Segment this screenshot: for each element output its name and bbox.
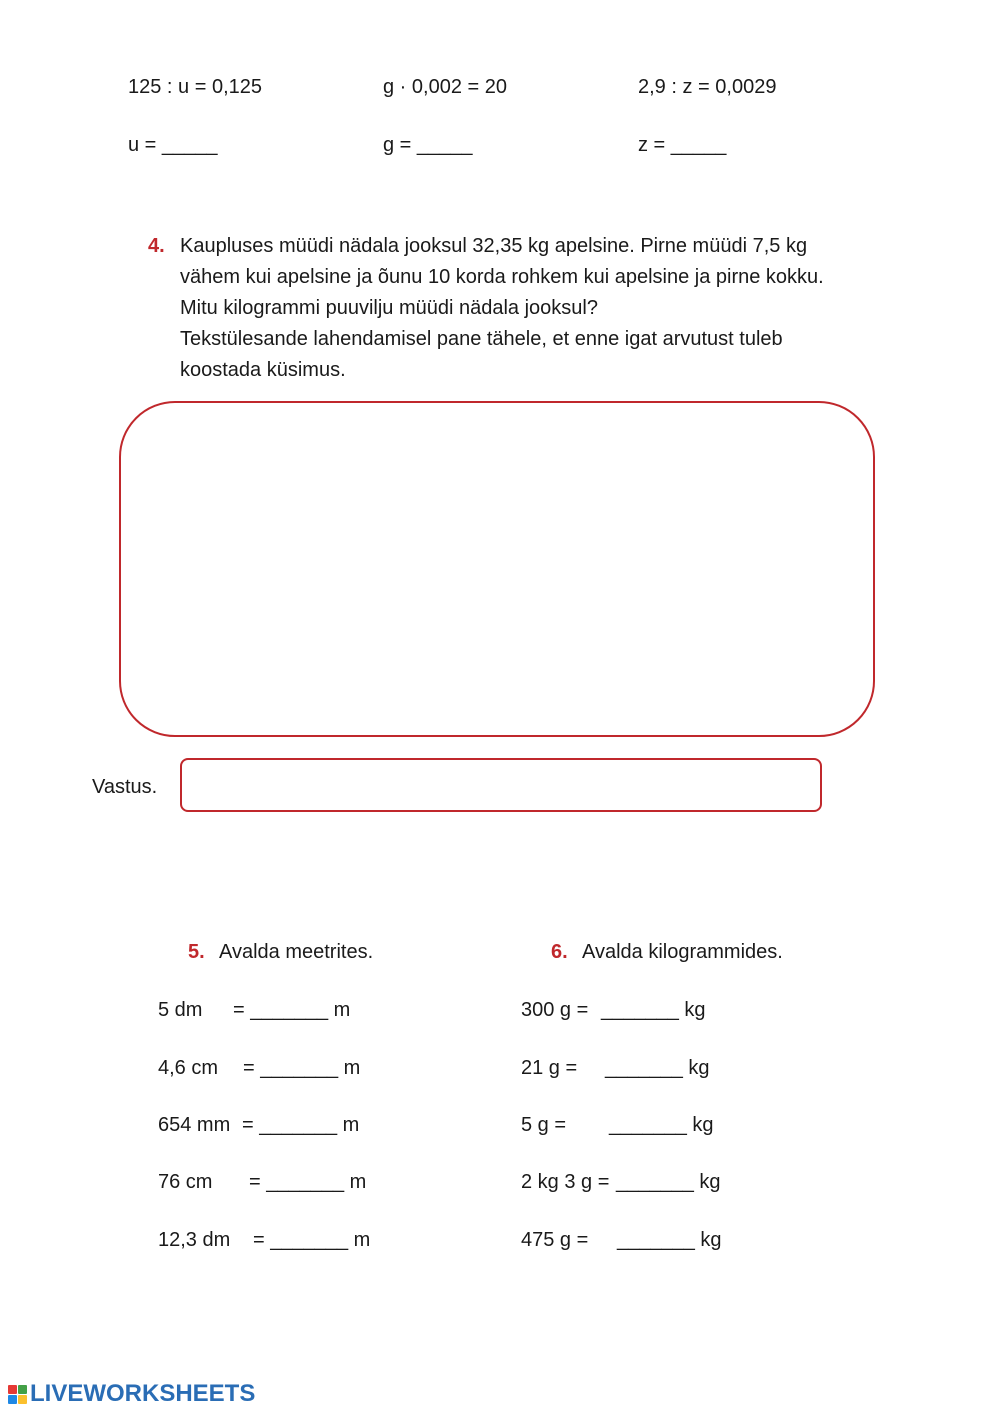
task6-row-label: 300 g = xyxy=(521,999,589,1021)
logo-text: LIVEWORKSHEETS xyxy=(30,1380,256,1407)
task6-title: Avalda kilogrammides. xyxy=(582,941,783,963)
task6-row-blank[interactable]: _______ kg xyxy=(601,999,706,1021)
task5-row-blank[interactable]: = _______ m xyxy=(242,1114,360,1136)
task5-row-label: 12,3 dm xyxy=(158,1229,231,1251)
task6-row-blank[interactable]: _______ kg xyxy=(609,1114,714,1136)
task6-row-blank[interactable]: _______ kg xyxy=(616,1171,721,1193)
task4-line: vähem kui apelsine ja õunu 10 korda rohkem kui apelsine ja pirne kokku. xyxy=(180,266,824,288)
task6-row-blank[interactable]: _______ kg xyxy=(617,1229,722,1251)
logo-mark-icon xyxy=(8,1385,27,1404)
task6-row-label: 475 g = xyxy=(521,1229,589,1251)
task6-row-label: 5 g = xyxy=(521,1114,567,1136)
task5-row-label: 76 cm xyxy=(158,1171,213,1193)
task6-row-label: 21 g = xyxy=(521,1057,578,1079)
liveworksheets-logo[interactable] xyxy=(8,1381,255,1407)
equation-3: 2,9 : z = 0,0029 xyxy=(638,76,777,98)
task5-row-blank[interactable]: = _______ m xyxy=(253,1229,371,1251)
answer-u[interactable]: u = _____ xyxy=(128,134,218,156)
answer-z[interactable]: z = _____ xyxy=(638,134,727,156)
task4-line: Mitu kilogrammi puuvilju müüdi nädala jooksul? xyxy=(180,297,598,319)
task5-row-blank[interactable]: = _______ m xyxy=(233,999,351,1021)
task4-line: koostada küsimus. xyxy=(180,359,346,381)
answer-g[interactable]: g = _____ xyxy=(383,134,473,156)
task4-number: 4. xyxy=(148,235,165,257)
task6-number: 6. xyxy=(551,941,568,963)
solution-box[interactable] xyxy=(119,401,875,737)
task5-row-label: 5 dm xyxy=(158,999,203,1021)
equation-1: 125 : u = 0,125 xyxy=(128,76,263,98)
task6-row-blank[interactable]: _______ kg xyxy=(605,1057,710,1079)
answer-label: Vastus. xyxy=(92,776,158,798)
task5-row-blank[interactable]: = _______ m xyxy=(243,1057,361,1079)
task5-row-blank[interactable]: = _______ m xyxy=(249,1171,367,1193)
answer-input-box[interactable] xyxy=(180,758,822,812)
logo-square xyxy=(18,1385,27,1394)
logo-square xyxy=(8,1395,17,1404)
task5-row-label: 654 mm xyxy=(158,1114,231,1136)
task5-number: 5. xyxy=(188,941,205,963)
equation-2: g · 0,002 = 20 xyxy=(383,76,507,98)
task6-row-label: 2 kg 3 g = xyxy=(521,1171,610,1193)
logo-square xyxy=(18,1395,27,1404)
task4-text xyxy=(180,231,900,386)
logo-square xyxy=(8,1385,17,1394)
task5-row-label: 4,6 cm xyxy=(158,1057,219,1079)
task4-line: Tekstülesande lahendamisel pane tähele, et enne igat arvutust tuleb xyxy=(180,328,783,350)
task5-title: Avalda meetrites. xyxy=(219,941,374,963)
task4-line: Kaupluses müüdi nädala jooksul 32,35 kg apelsine. Pirne müüdi 7,5 kg xyxy=(180,235,808,257)
